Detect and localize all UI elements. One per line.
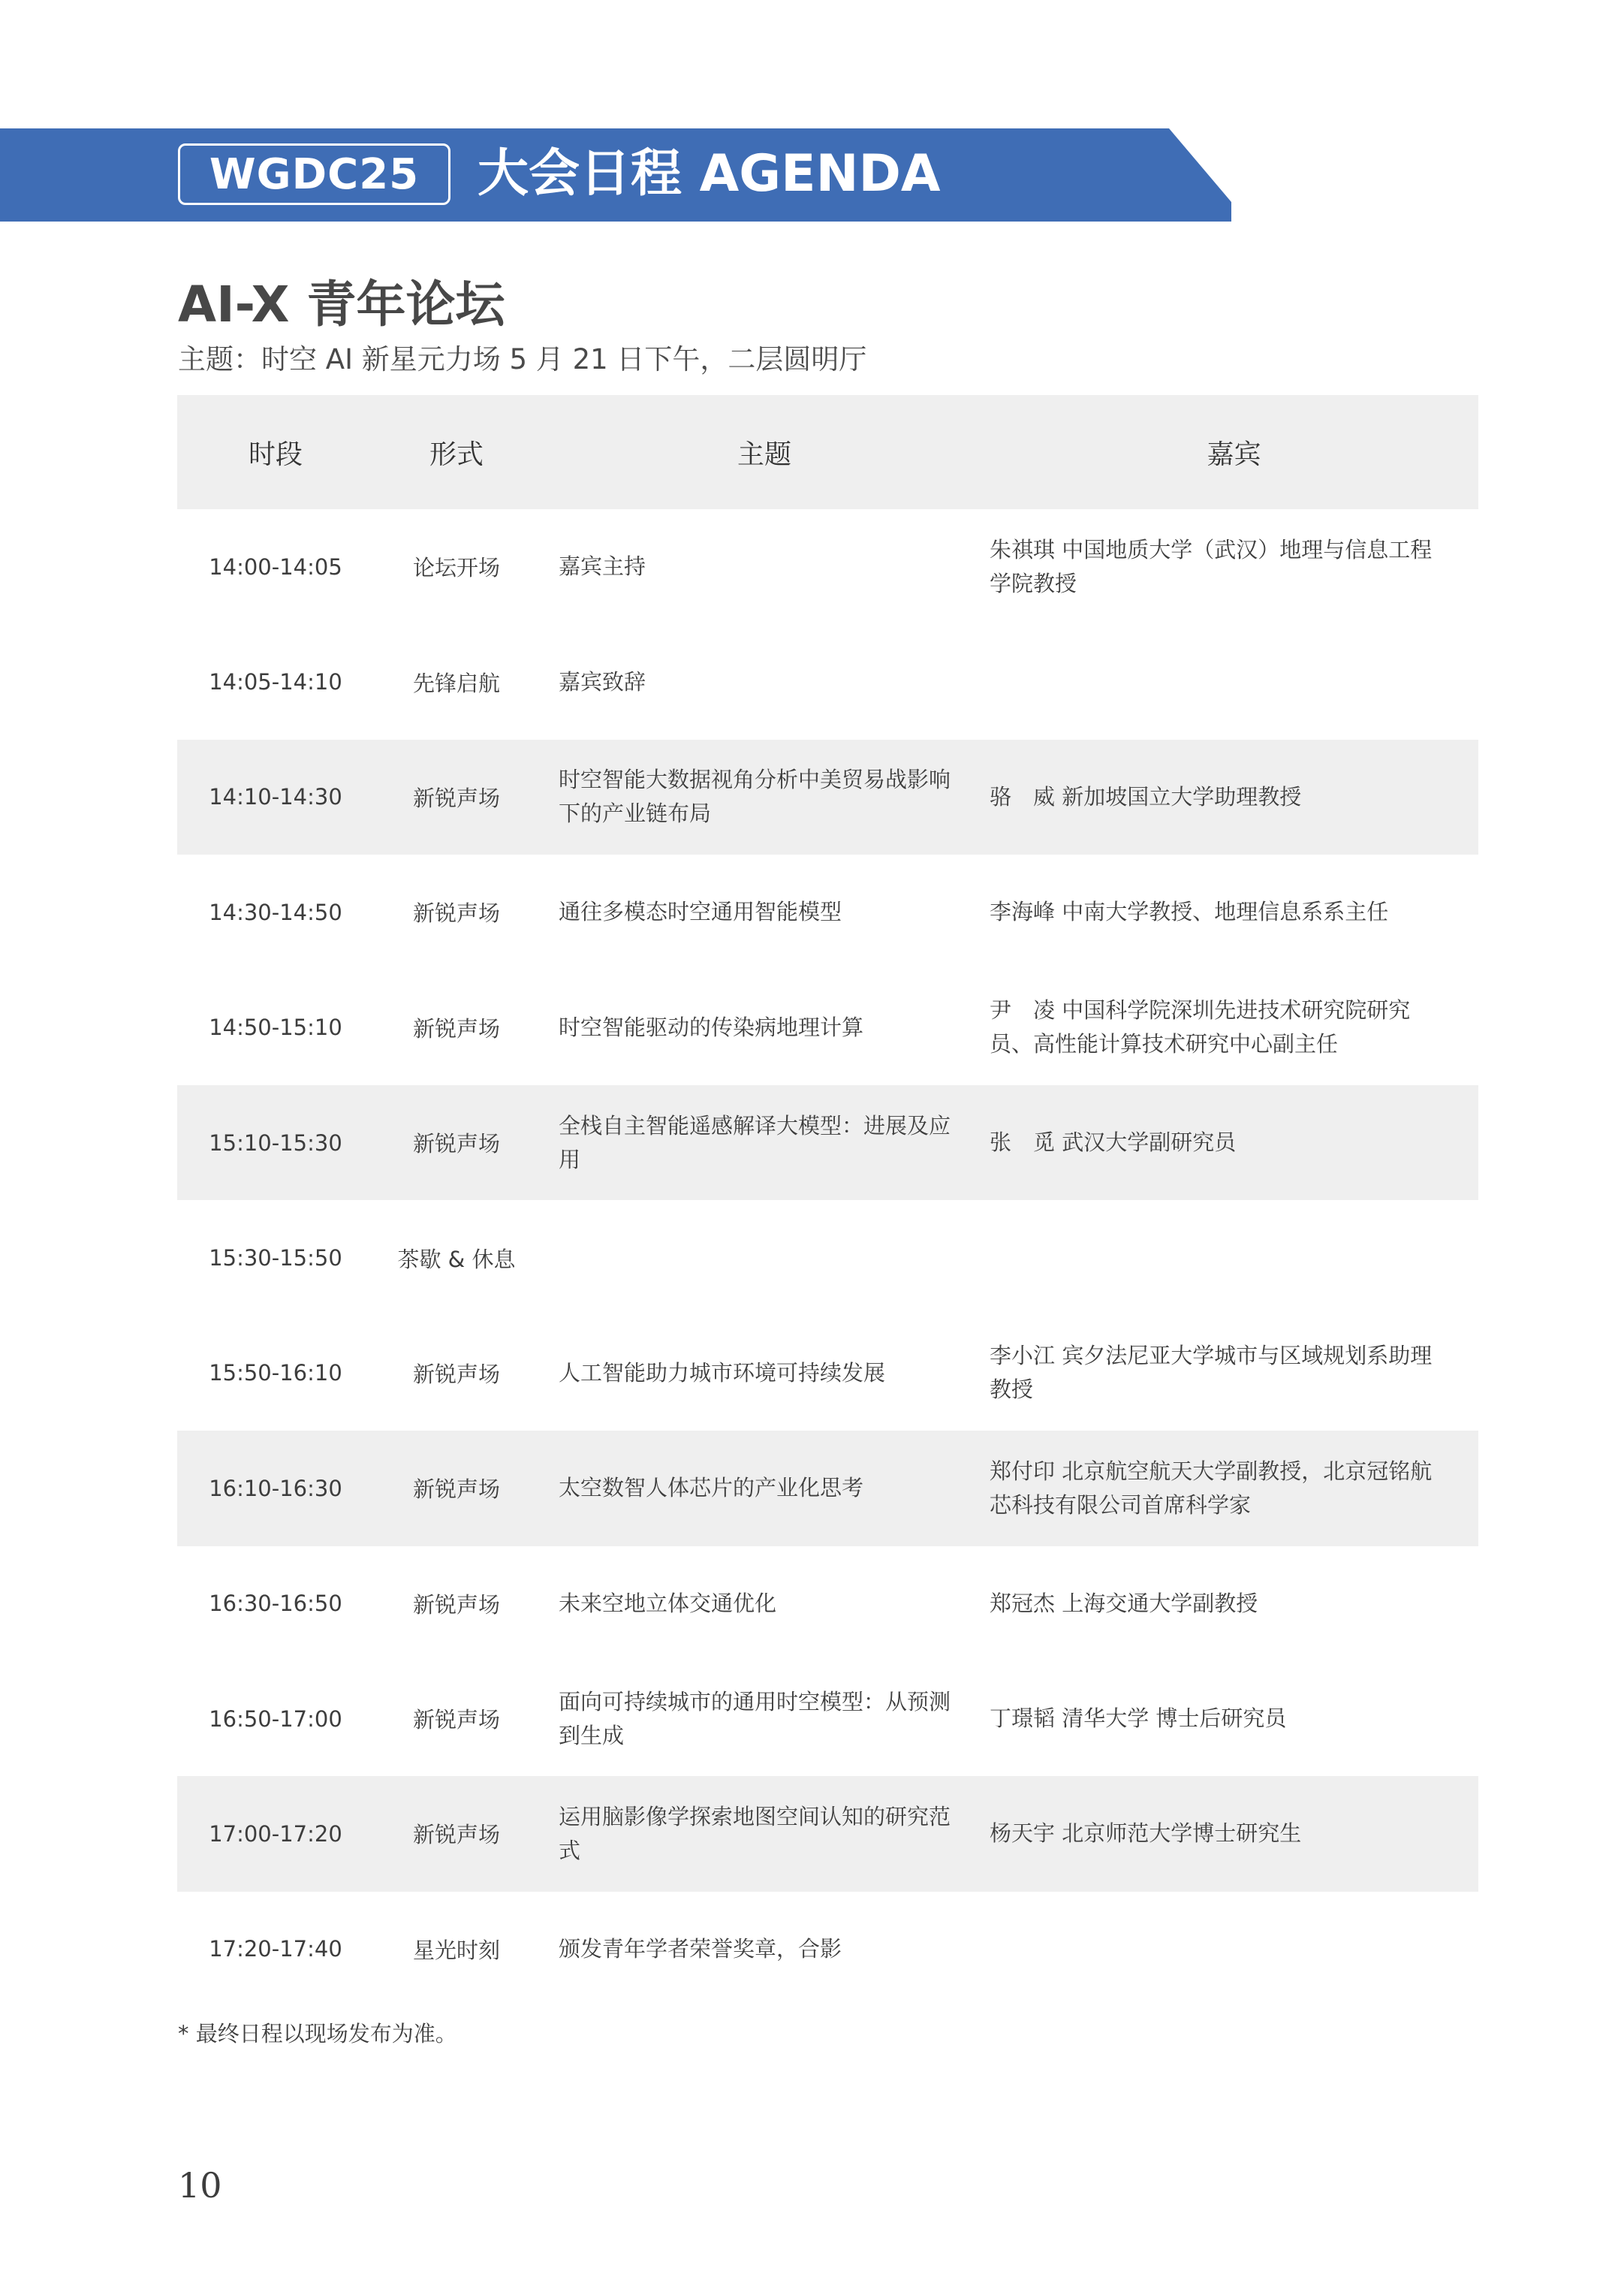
- row-time: 15:30-15:50: [209, 1245, 342, 1271]
- row-guest: 李海峰 中南大学教授、地理信息系系主任: [990, 899, 1389, 925]
- row-format: 新锐声场: [412, 1476, 500, 1503]
- row-format: 新锐声场: [412, 1591, 500, 1618]
- row-guest: 郑冠杰 上海交通大学副教授: [990, 1590, 1258, 1616]
- row-format: 新锐声场: [412, 785, 500, 811]
- row-guest: 郑付印 北京航空航天大学副教授，北京冠铭航芯科技有限公司首席科学家: [990, 1458, 1433, 1518]
- row-topic: 通往多模态时空通用智能模型: [559, 899, 842, 925]
- row-guest: 丁璟韬 清华大学 博士后研究员: [990, 1705, 1287, 1732]
- forum-title: AI-X 青年论坛: [178, 276, 505, 333]
- brand-logo: [178, 143, 450, 205]
- row-topic: 面向可持续城市的通用时空模型：从预测到生成: [559, 1688, 951, 1748]
- row-time: 17:20-17:40: [209, 1936, 342, 1962]
- table-row: [177, 1892, 1478, 2007]
- table-row: [177, 1661, 1478, 1776]
- table-row: [177, 855, 1478, 970]
- row-time: 16:10-16:30: [209, 1475, 342, 1501]
- row-format: 新锐声场: [412, 900, 500, 927]
- page-number: 10: [178, 2165, 222, 2206]
- row-format: 星光时刻: [412, 1937, 500, 1963]
- footnote: * 最终日程以现场发布为准。: [178, 2021, 457, 2046]
- table-row: [177, 970, 1478, 1085]
- row-time: 15:50-16:10: [209, 1360, 342, 1386]
- agenda-table: [177, 395, 1478, 2007]
- row-topic: 时空智能驱动的传染病地理计算: [559, 1014, 864, 1040]
- row-topic: 全栈自主智能遥感解译大模型：进展及应用: [559, 1112, 951, 1172]
- row-time: 16:30-16:50: [209, 1591, 342, 1617]
- table-row: [177, 1546, 1478, 1661]
- table-row: [177, 1776, 1478, 1891]
- row-time: 14:50-15:10: [209, 1015, 342, 1041]
- row-format: 新锐声场: [412, 1015, 500, 1042]
- row-topic: 人工智能助力城市环境可持续发展: [559, 1359, 886, 1386]
- row-format: 新锐声场: [412, 1361, 500, 1387]
- row-format: 论坛开场: [412, 555, 500, 581]
- row-format: 新锐声场: [412, 1131, 500, 1157]
- row-guest: 骆 威 新加坡国立大学助理教授: [990, 783, 1302, 810]
- table-header: [177, 395, 1478, 509]
- row-time: 17:00-17:20: [209, 1820, 342, 1847]
- agenda-title: 大会日程 AGENDA: [478, 144, 941, 204]
- row-topic: 未来空地立体交通优化: [559, 1590, 777, 1616]
- forum-subtitle: 主题：时空 AI 新星元力场 5 月 21 日下午，二层圆明厅: [178, 343, 867, 375]
- row-time: 14:05-14:10: [209, 669, 342, 695]
- row-topic: 嘉宾致辞: [559, 668, 646, 695]
- row-guest: 李小江 宾夕法尼亚大学城市与区域规划系助理教授: [990, 1343, 1433, 1403]
- row-time: 15:10-15:30: [209, 1129, 342, 1156]
- row-guest: 杨天宇 北京师范大学博士研究生: [990, 1820, 1302, 1847]
- row-time: 16:50-17:00: [209, 1705, 342, 1732]
- header-guest: 嘉宾: [1207, 439, 1261, 470]
- row-guest: 尹 凌 中国科学院深圳先进技术研究院研究员、高性能计算技术研究中心副主任: [990, 997, 1411, 1057]
- brand-text: WGDC25: [209, 149, 420, 199]
- row-time: 14:00-14:05: [209, 553, 342, 580]
- row-topic: 颁发青年学者荣誉奖章，合影: [559, 1935, 842, 1962]
- table-row: [177, 624, 1478, 739]
- row-time: 14:30-14:50: [209, 899, 342, 925]
- header-time: 时段: [248, 439, 303, 470]
- row-topic: 嘉宾主持: [559, 553, 646, 580]
- row-guest: 朱祺琪 中国地质大学（武汉）地理与信息工程学院教授: [990, 536, 1433, 596]
- table-row: [177, 1316, 1478, 1431]
- header-topic: 主题: [737, 439, 791, 470]
- row-topic: 太空数智人体芯片的产业化思考: [559, 1475, 864, 1501]
- row-format: 新锐声场: [412, 1822, 500, 1848]
- row-time: 14:10-14:30: [209, 784, 342, 810]
- row-format: 茶歇 & 休息: [397, 1246, 516, 1272]
- row-topic: 运用脑影像学探索地图空间认知的研究范式: [559, 1803, 951, 1863]
- row-guest: 张 觅 武汉大学副研究员: [990, 1129, 1237, 1156]
- table-row: [177, 1431, 1478, 1546]
- table-row: [177, 509, 1478, 624]
- row-topic: 时空智能大数据视角分析中美贸易战影响下的产业链布局: [559, 767, 951, 827]
- table-row: [177, 1200, 1478, 1315]
- table-row: [177, 740, 1478, 855]
- row-format: 先锋启航: [412, 670, 500, 696]
- header-format: 形式: [429, 439, 484, 470]
- table-row: [177, 1085, 1478, 1200]
- row-format: 新锐声场: [412, 1707, 500, 1733]
